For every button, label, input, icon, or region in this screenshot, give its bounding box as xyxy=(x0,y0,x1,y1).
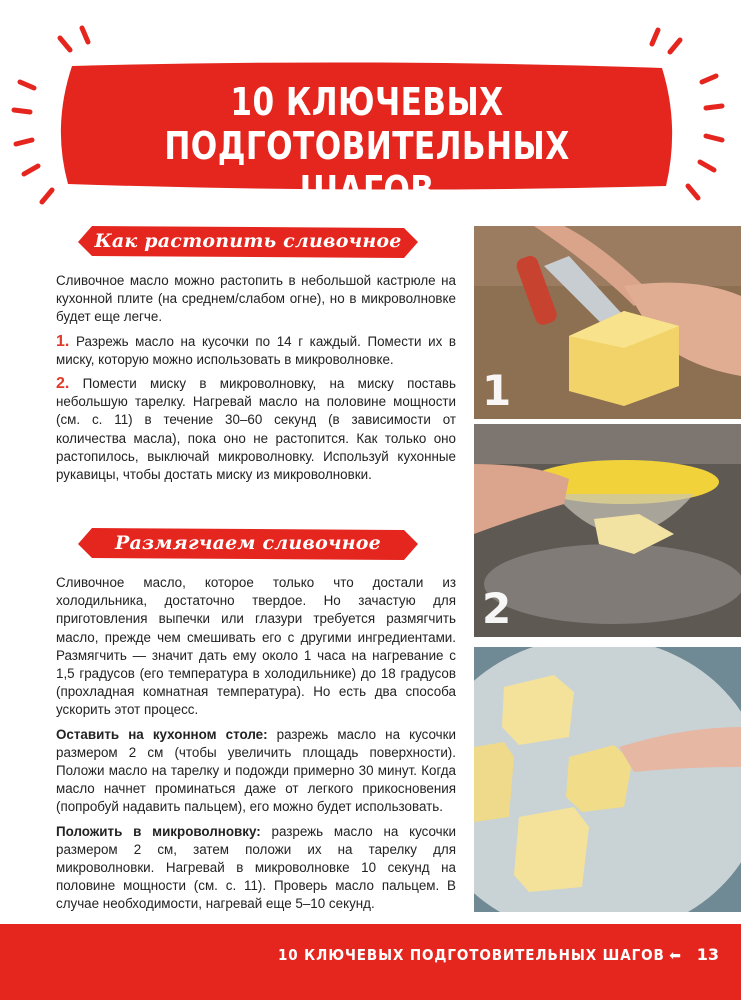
photo-butter-cubes xyxy=(474,647,741,912)
page-title-line1: 10 КЛЮЧЕВЫХ xyxy=(230,80,504,124)
section-heading-text: Как растопить сливочное масло xyxy=(94,230,402,274)
photo-image xyxy=(474,424,741,637)
step-1 xyxy=(56,333,456,369)
step-number: 2. xyxy=(56,375,70,393)
paragraph: Сливочное масло можно растопить в небольшой кастрюле на кухонной плите (на среднем/слабом огне), но в микроволновке будет еще легче. xyxy=(56,273,456,325)
page-number: 13 xyxy=(696,945,719,964)
section-heading-soften xyxy=(78,526,418,576)
photo-step-number: 1 xyxy=(482,366,512,415)
photo-cutting-butter xyxy=(474,226,741,419)
section-body-soften xyxy=(56,574,456,920)
step-text: Разрежь масло на кусочки по 14 г каждый. Помести их в миску, которую можно использовать в микроволновке. xyxy=(56,333,456,367)
method-label: Оставить на кухонном столе: xyxy=(56,726,268,742)
method-microwave xyxy=(56,823,456,914)
page-footer xyxy=(0,924,741,1000)
photo-step-number: 2 xyxy=(482,584,512,633)
photo-image xyxy=(474,647,741,912)
page-header xyxy=(54,62,680,212)
method-label: Положить в микроволновку: xyxy=(56,823,261,839)
arrow-left-icon: ⬅ xyxy=(669,947,681,963)
section-heading-text: Размягчаем сливочное масло xyxy=(115,532,381,576)
page-title xyxy=(110,80,623,212)
photo-microwave-bowl xyxy=(474,424,741,637)
paragraph: Сливочное масло, которое только что достали из холодильника, достаточно твердое. Но зачастую для приготовления выпечки или глазури требуется размягчить масло, прежде чем смешивать его с другими ингредиентами. Размягчить — значит дать ему около 1 часа на нагревание с 1,5 градусов (его температура в холодильнике) до 18 градусов (прохладная комнатная температура). Но есть два способа ускорить этот процесс. xyxy=(56,575,456,718)
method-text: разрежь масло на кусочки размером 2 см, затем положи их на тарелку для микроволновки. Нагревай в микроволновке 10 секунд на половине мощности (см. с. 11). Проверь масло пальцем. В случае необходимости, нагревай еще 5–10 секунд. xyxy=(56,823,456,912)
section-heading-melt xyxy=(78,224,418,274)
section-body-melt xyxy=(56,272,456,490)
footer-title: 10 КЛЮЧЕВЫХ ПОДГОТОВИТЕЛЬНЫХ ШАГОВ xyxy=(278,946,665,964)
photo-image xyxy=(474,226,741,419)
method-counter xyxy=(56,726,456,817)
method-text: разрежь масло на кусочки размером 2 см (чтобы увеличить площадь поверхности). Положи масло на тарелку и подожди примерно 30 минут. Когда масло начнет проминаться даже от легкого прикосновения (попробуй надавить пальцем), его можно будет использовать. xyxy=(56,726,456,815)
page-title-line2: ПОДГОТОВИТЕЛЬНЫХ ШАГОВ xyxy=(164,124,570,212)
step-2 xyxy=(56,375,456,484)
step-text: Помести миску в микроволновку, на миску поставь небольшую тарелку. Нагревай масло на половине мощности (см. с. 11) в течение 30–60 секунд (в зависимости от количества масла), пока оно не растопится. Как только оно растопилось, выключай микроволновку. Используй кухонные рукавицы, чтобы достать миску из микроволновки. xyxy=(56,376,456,483)
step-number: 1. xyxy=(56,332,70,350)
